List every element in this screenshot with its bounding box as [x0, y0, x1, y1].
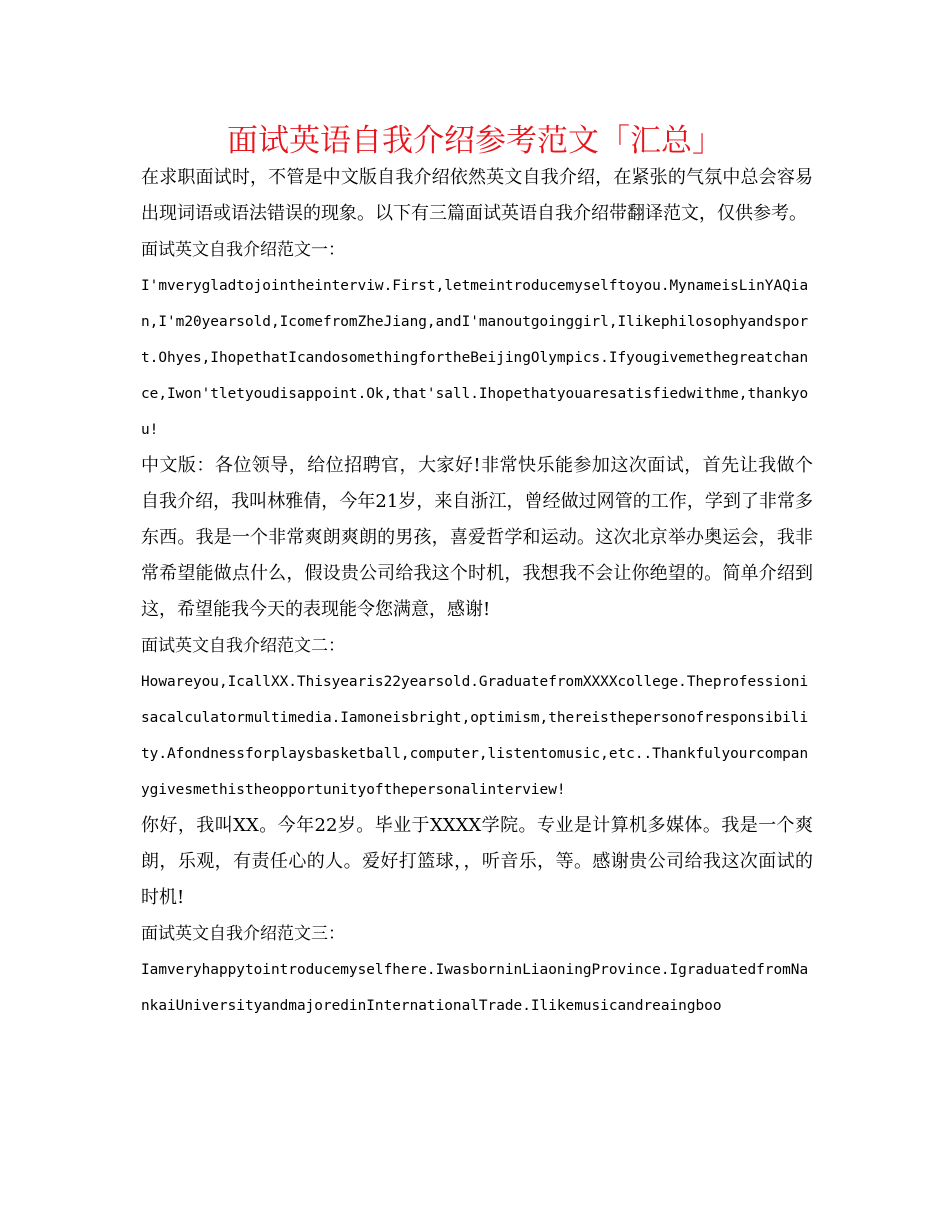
- english-sample-1: I'mverygladtojointheinterviw.First,letmeintroducemyselftoyou.MynameisLinYAQian,I'm20yearsold,IcomefromZheJiang,andI'manoutgoinggirl,Ilikephilosophyandsport.Ohyes,IhopethatIcandosomethingfortheBeijingOlympics.Ifyougivemethegreatchance,Iwon'tletyoudisappoint.Ok,that'sall.Ihopethatyouaresatisfiedwithme,thankyou!: [141, 278, 809, 438]
- english-sample-2: Howareyou,IcallXX.Thisyearis22yearsold.GraduatefromXXXXcollege.Theprofessionisacalculatormultimedia.Iamoneisbright,optimism,thereisthepersonofresponsibility.Afondnessforplaysbasketball,computer,listentomusic,etc..Thankfulyourcompanygivesmethistheopportunityofthepersonalinterview!: [141, 674, 809, 798]
- chinese-translation-2: 你好，我叫XX。今年22岁。毕业于XXXX学院。专业是计算机多媒体。我是一个爽朗，乐观，有责任心的人。爱好打篮球，，听音乐，等。感谢贵公司给我这次面试的时机!: [141, 815, 813, 908]
- section-heading-sample-3: 面试英文自我介绍范文三：: [141, 924, 345, 944]
- chinese-translation-1: 中文版：各位领导，给位招聘官，大家好!非常快乐能参加这次面试，首先让我做个自我介绍，我叫林雅倩，今年21岁，来自浙江，曾经做过网管的工作，学到了非常多东西。我是一个非常爽朗爽朗的男孩，喜爱哲学和运动。这次北京举办奥运会，我非常希望能做点什么，假设贵公司给我这个时机，我想我不会让你绝望的。简单介绍到这，希望能我今天的表现能令您满意，感谢!: [141, 455, 813, 620]
- english-sample-3: Iamveryhappytointroducemyselfhere.IwasborninLiaoningProvince.IgraduatedfromNankaiUniversityandmajoredinInternationalTrade.Ilikemusicandreaingboo: [141, 962, 809, 1014]
- intro-paragraph: 在求职面试时，不管是中文版自我介绍依然英文自我介绍，在紧张的气氛中总会容易出现词语或语法错误的现象。以下有三篇面试英语自我介绍带翻译范文，仅供参考。: [141, 167, 813, 224]
- document-title: 面试英语自我介绍参考范文「汇总」: [227, 123, 723, 159]
- section-heading-sample-1: 面试英文自我介绍范文一：: [141, 240, 345, 260]
- document-body: [141, 160, 813, 1024]
- section-heading-sample-2: 面试英文自我介绍范文二：: [141, 636, 345, 656]
